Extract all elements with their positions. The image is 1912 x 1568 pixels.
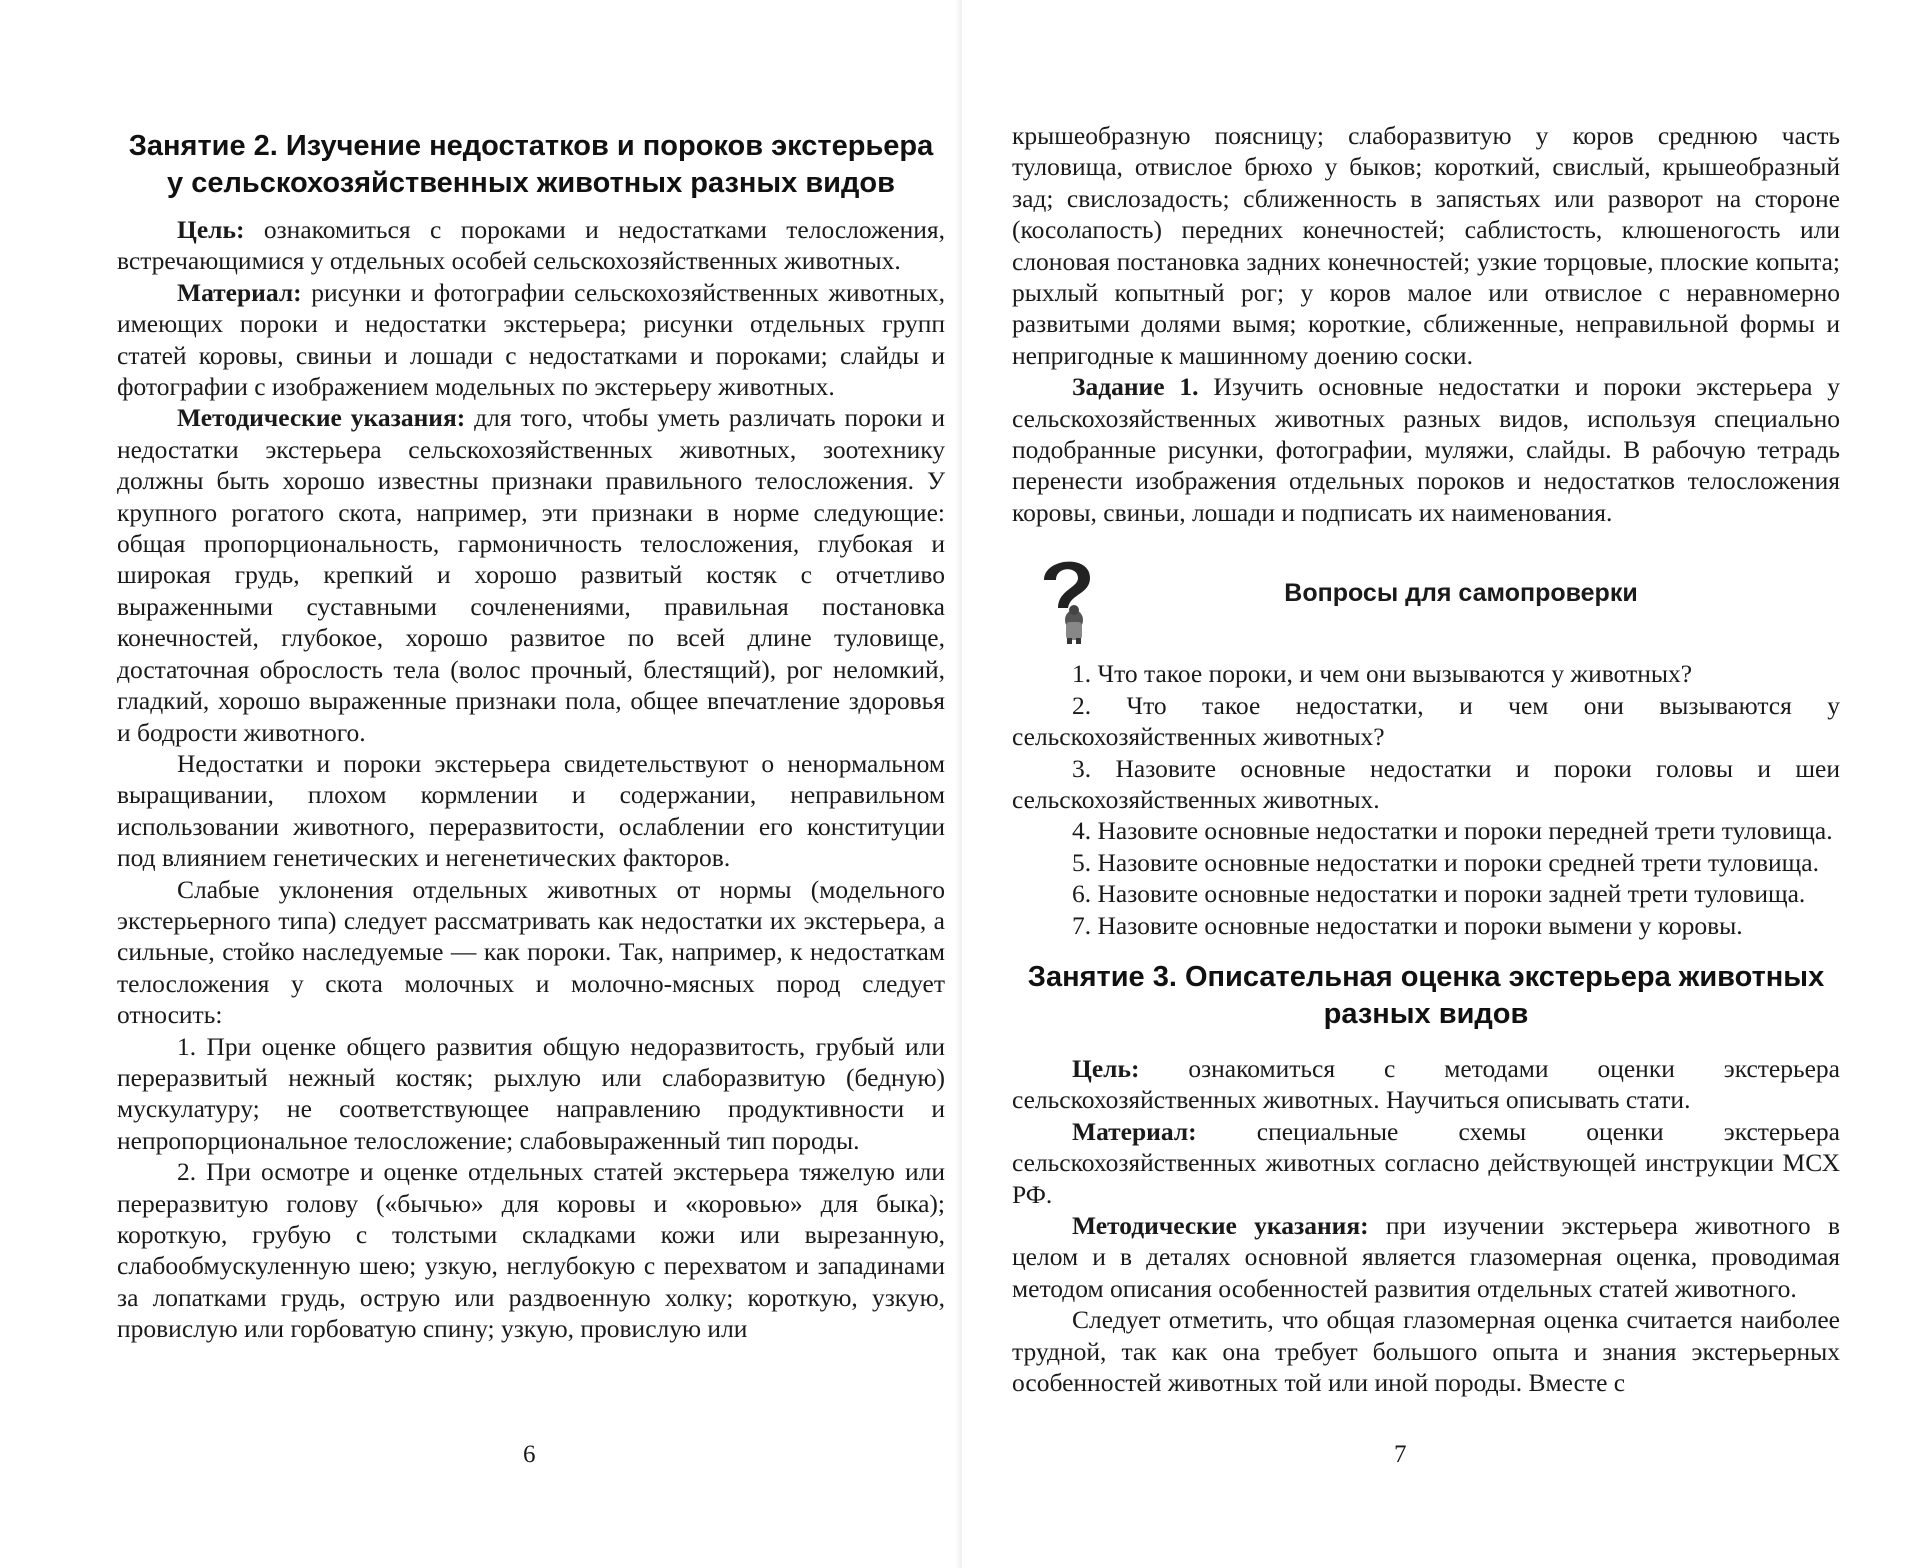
last-paragraph: Следует отметить, что общая глазомерная оценка считается наиболее трудной, так как она требует большого опыта и знания экстерьерных особенностей животных той или иной породы. Вместе с — [1012, 1305, 1840, 1397]
question-2: 2. Что такое недостатки, и чем они вызываются у сельскохозяйственных животных? — [1012, 690, 1840, 752]
material-label: Материал: — [177, 277, 302, 307]
goal-text-2: ознакомиться с методами оценки экстерьера сельскохозяйственных животных. Научиться описывать стати. — [1012, 1053, 1840, 1115]
question-3: 3. Назовите основные недостатки и пороки головы и шеи сельскохозяйственных животных. — [1012, 753, 1840, 814]
defects-paragraph: Недостатки и пороки экстерьера свидетельствуют о ненормальном выращивании, плохом кормлении и содержании, неправильном использовании животного, переразвитости, ослаблении его конституции под влиянием генетических и негенетических факторов. — [117, 748, 945, 873]
self-check-header — [1012, 542, 1840, 658]
methods-paragraph-2 — [1012, 1210, 1840, 1304]
methods-text-2: при изучении экстерьера животного в целом и в деталях основной является глазомерная оценка, проводимая методом описания особенностей развития отдельных статей животного. — [1012, 1210, 1840, 1303]
list-item-1: 1. При оценке общего развития общую недоразвитость, грубый или переразвитый нежный костяк; рыхлую или слаборазвитую (бедную) мускулатуру; не соответствующее направлению продуктивности и непропорциональное телосложение; слабовыраженный тип породы. — [117, 1031, 945, 1155]
material-paragraph — [117, 277, 945, 403]
goal-paragraph — [117, 214, 945, 277]
methods-label: Методические указания: — [177, 403, 466, 433]
goal-paragraph-2 — [1012, 1053, 1840, 1116]
question-5: 5. Назовите основные недостатки и пороки средней трети туловища. — [1072, 847, 1819, 877]
lesson-2-heading: Занятие 2. Изучение недостатков и пороков экстерьера у сельскохозяйственных животных разных видов — [128, 130, 934, 199]
self-check-title: Вопросы для самопроверки — [1284, 579, 1638, 608]
continuation-paragraph: крышеобразную поясницу; слаборазвитую у коров среднюю часть туловища, отвислое брюхо у быков; короткий, свислый, крышеобразный зад; свислозадость; сближенность в запястьях или разворот на стороне (косолапость) передних конечностей; саблистость, клюшеногость или слоновая постановка задних конечностей; узкие торцовые, плоские копыта; рыхлый копытный рог; у коров малое или отвислое с неравномерно развитыми долями вымя; короткие, сближенные, неправильной формы и непригодные к машинному доению соски. — [1012, 121, 1840, 370]
goal-label-2: Цель: — [1072, 1053, 1140, 1083]
methods-text: для того, чтобы уметь различать пороки и недостатки экстерьера сельскохозяйственных животных, зоотехнику должны быть хорошо известны признаки правильного телосложения. У крупного рогатого скота, например, эти признаки в норме следующие: общая пропорциональность, гармоничность телосложения, глубокая и широкая грудь, крепкий и хорошо развитый костяк с отчетливо выраженными суставными сочленениями, правильная постановка конечностей, глубокое, хорошо развитое по всей длине туловище, достаточная оброслость тела (волос прочный, блестящий), рог неломкий, гладкий, хорошо выраженные признаки пола, общее впечатление здоровья и бодрости животного. — [117, 403, 945, 747]
question-6: 6. Назовите основные недостатки и пороки задней трети туловища. — [1072, 879, 1806, 909]
lesson-3-heading: Занятие 3. Описательная оценка экстерьера животных разных видов — [1027, 960, 1825, 1030]
goal-text: ознакомиться с пороками и недостатками телосложения, встречающимися у отдельных особей сельскохозяйственных животных. — [117, 215, 945, 276]
page-number-right: 7 — [1394, 1441, 1407, 1468]
right-page — [962, 0, 1912, 1568]
methods-label-2: Методические указания: — [1072, 1210, 1369, 1240]
left-page-column — [117, 0, 945, 1345]
goal-label: Цель: — [177, 215, 245, 244]
task-1-paragraph — [1012, 371, 1840, 528]
methods-paragraph — [117, 402, 945, 747]
task-1-text: Изучить основные недостатки и пороки экстерьера у сельскохозяйственных животных разных видов, используя специально подобранные рисунки, фотографии, муляжи, слайды. В рабочую тетрадь перенести изображения отдельных пороков и недостатков телосложения коровы, свиньи, лошади и подписать их наименования. — [1012, 372, 1841, 527]
list-item-2: 2. При осмотре и оценке отдельных статей экстерьера тяжелую или переразвитую голову («бычью» для коровы и «коровью» для быка); короткую, грубую с толстыми складками кожи или вырезанную, слабообмускуленную шею; узкую, неглубокую с перехватом и западинами за лопатками грудь, острую или раздвоенную холку; короткую, узкую, провислую или горбоватую спину; узкую, провислую или — [117, 1157, 945, 1344]
deviations-paragraph: Слабые уклонения отдельных животных от нормы (модельного экстерьерного типа) следует рассматривать как недостатки их экстерьера, а сильные, стойко наследуемые — как пороки. Так, например, к недостаткам телосложения у скота молочных и молочно-мясных пород следует относить: — [117, 874, 945, 1030]
material-text-2: специальные схемы оценки экстерьера сельскохозяйственных животных согласно действующей инструкции МСХ РФ. — [1012, 1116, 1840, 1209]
page-number: 6 — [523, 1441, 536, 1468]
question-4: 4. Назовите основные недостатки и пороки передней трети туловища. — [1072, 816, 1833, 846]
material-label-2: Материал: — [1072, 1116, 1197, 1146]
right-page-column — [1012, 0, 1840, 1398]
question-1: 1. Что такое пороки, и чем они вызываются у животных? — [1072, 659, 1693, 689]
material-paragraph-2 — [1012, 1116, 1840, 1210]
task-1-label: Задание 1. — [1072, 372, 1199, 402]
question-7: 7. Назовите основные недостатки и пороки вымени у коровы. — [1072, 910, 1743, 940]
material-text: рисунки и фотографии сельскохозяйственных животных, имеющих пороки и недостатки экстерьера; рисунки отдельных групп статей коровы, свиньи и лошади с недостатками и пороками; слайды и фотографии с изображением модельных по экстерьеру животных. — [117, 277, 945, 402]
